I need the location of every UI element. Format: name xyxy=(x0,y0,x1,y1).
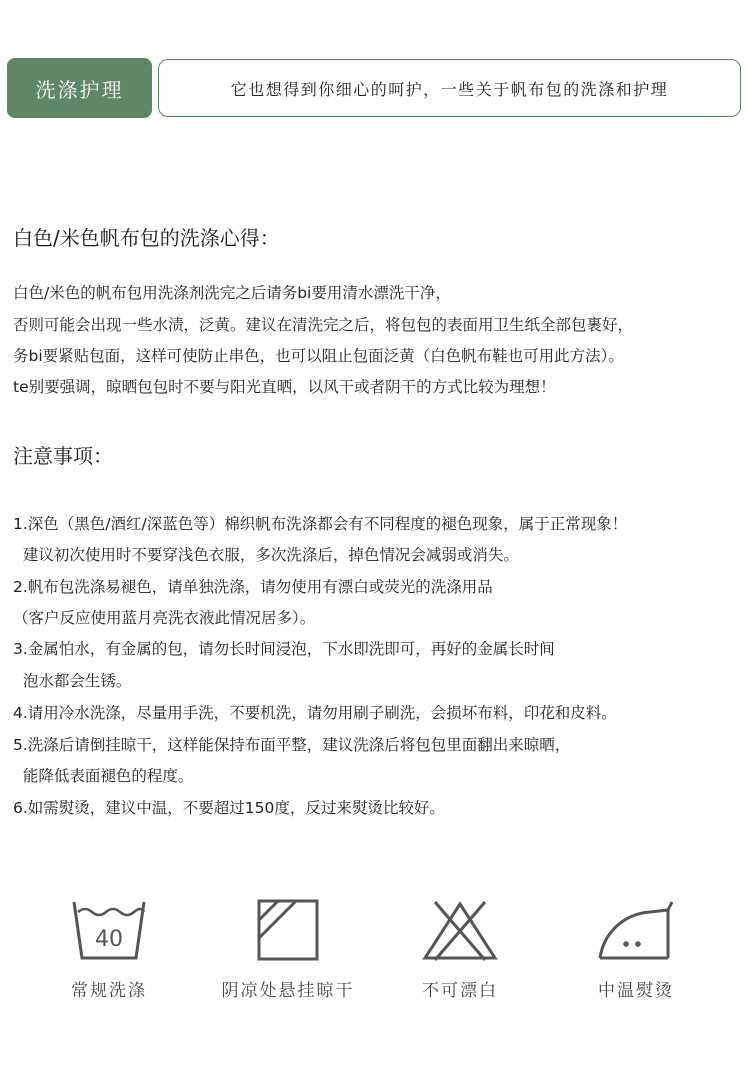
wash-temperature: 40 xyxy=(95,927,123,952)
section-title-notes: 注意事项： xyxy=(13,444,113,468)
no-bleach-icon xyxy=(421,898,499,962)
care-icon-label: 不可漂白 xyxy=(422,981,498,1001)
medium-iron-icon xyxy=(596,898,676,962)
paragraph-line: 白色/米色的帆布包用洗涤剂洗完之后请务bi要用清水漂洗干净， xyxy=(13,284,451,302)
note-line: 6.如需熨烫，建议中温，不要超过150度，反过来熨烫比较好。 xyxy=(13,799,445,817)
paragraph-line: 务bi要紧贴包面，这样可使防止串色，也可以阻止包面泛黄（白色帆布鞋也可用此方法）。 xyxy=(13,347,624,365)
note-line: 4.请用冷水洗涤，尽量用手洗，不要机洗，请勿用刷子刷洗，会损坏布料，印花和皮料。 xyxy=(13,704,617,722)
note-line: 能降低表面褪色的程度。 xyxy=(13,767,194,785)
note-line: 1.深色（黑色/酒红/深蓝色等）棉织帆布洗涤都会有不同程度的褪色现象，属于正常现象！ xyxy=(13,515,628,533)
header-tagline: 它也想得到你细心的呵护，一些关于帆布包的洗涤和护理 xyxy=(158,59,741,117)
paragraph-line: te别要强调，晾晒包包时不要与阳光直晒，以风干或者阴干的方式比较为理想！ xyxy=(13,378,556,396)
note-line: 5.洗涤后请倒挂晾干，这样能保持布面平整，建议洗涤后将包包里面翻出来晾晒， xyxy=(13,736,571,754)
care-icon-item xyxy=(24,898,194,1001)
note-line: 泡水都会生锈。 xyxy=(13,672,132,690)
care-icons-row xyxy=(0,898,750,1008)
note-line: 2.帆布包洗涤易褪色，请单独洗涤，请勿使用有漂白或荧光的洗涤用品 xyxy=(13,578,493,596)
note-line: 3.金属怕水，有金属的包，请勿长时间浸泡，下水即洗即可，再好的金属长时间 xyxy=(13,640,555,658)
note-line: 建议初次使用时不要穿浅色衣服，多次洗涤后，掉色情况会减弱或消失。 xyxy=(13,546,519,564)
care-icon-item xyxy=(203,898,373,1001)
care-icon-label: 阴凉处悬挂晾干 xyxy=(221,981,355,1001)
paragraph-line: 否则可能会出现一些水渍，泛黄。建议在清洗完之后，将包包的表面用卫生纸全部包裹好， xyxy=(13,316,634,334)
note-line: （客户反应使用蓝月亮洗衣液此情况居多）。 xyxy=(13,609,316,627)
care-icon-label: 中温熨烫 xyxy=(598,981,674,1001)
section-title-washing-tips: 白色/米色帆布包的洗涤心得： xyxy=(13,226,280,250)
care-header xyxy=(7,58,742,118)
care-icon-item xyxy=(551,898,721,1001)
care-icon-label: 常规洗涤 xyxy=(71,981,147,1001)
shade-dry-icon xyxy=(256,898,320,962)
care-icon-item xyxy=(375,898,545,1001)
wash-40-icon xyxy=(70,898,148,962)
header-tab-label: 洗涤护理 xyxy=(7,58,152,118)
